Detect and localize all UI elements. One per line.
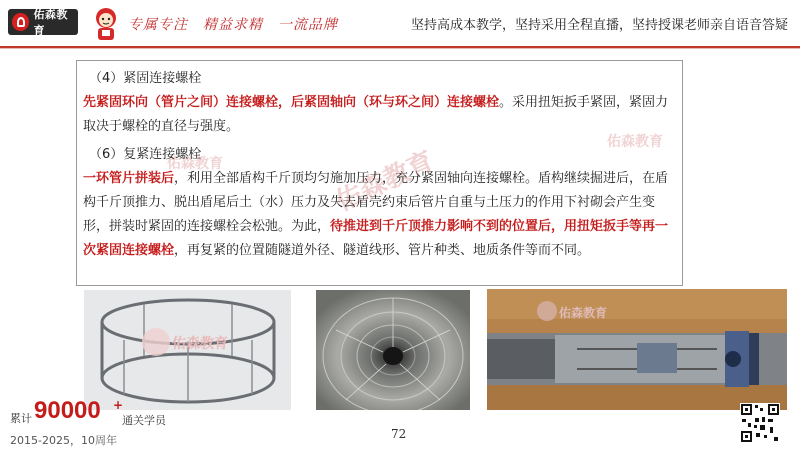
qr-code-icon (740, 403, 780, 443)
footer-lead: 累计 (10, 412, 32, 425)
footer-student-count: 90000 (34, 397, 101, 424)
section4-highlight-1: 先紧固环向（管片之间）连接螺栓 (83, 95, 279, 110)
image-watermark-2: 佑森教育 (559, 306, 608, 320)
footer-suffix: 通关学员 (122, 414, 166, 427)
section4-body (83, 91, 679, 139)
section4-sep: ， (278, 95, 292, 110)
section6-highlight-3: 用扭矩扳手等再一次紧固连接螺栓 (83, 219, 669, 258)
brand-logo (8, 9, 78, 35)
section4-rest: 。采用扭矩扳手紧固，紧固力取决于螺栓的直径与强度。 (83, 95, 669, 134)
section4-title: （4）紧固连接螺栓 (89, 71, 202, 86)
watermark-right: 佑森教育 (607, 134, 663, 150)
header-divider-thin (0, 48, 800, 49)
watermark: 佑森教育 (167, 156, 223, 172)
content-text (83, 67, 679, 263)
image-watermark: 佑森教育 (172, 336, 228, 352)
logo-icon (12, 13, 29, 31)
section6-highlight-2: 待推进到千斤顶推力影响不到的位置后 (330, 219, 552, 234)
section6-highlight-1: 一环管片拼装后 (83, 171, 175, 186)
logo-text: 佑森教育 (33, 8, 68, 37)
page-header (0, 0, 800, 48)
section6-sep: ， (551, 219, 565, 234)
page-number: 72 (391, 427, 407, 441)
content-box (76, 60, 683, 286)
watermark-large: 佑森教育 (331, 146, 439, 218)
tunnel-interior-image (316, 290, 470, 410)
section4-highlight-2: 后紧固轴向（环与环之间）连接螺栓 (291, 95, 500, 110)
section6-mid: ，利用全部盾构千斤顶均匀施加压力，充分紧固轴向连接螺栓。盾构继续掘进后，在盾构千斤顶推力、脱出盾尾后土（水）压力及失去盾壳约束后管片自重与土压力的作用下衬砌会产生变形，拼装时紧固的连接螺栓会松弛。为此， (83, 171, 669, 234)
mascot-icon (88, 4, 124, 42)
shield-machine-image (487, 289, 787, 410)
section6-rest: ，再复紧的位置随隧道外径、隧道线形、管片种类、地质条件等而不同。 (174, 243, 591, 258)
header-slogan: 坚持高成本教学，坚持采用全程直播，坚持授课老师亲自语音答疑 (410, 18, 788, 33)
hand-slogan: 专属专注 精益求精 一流品牌 (128, 17, 338, 33)
footer-plus: + (113, 398, 124, 412)
segment-ring-image (84, 290, 291, 410)
section6-title: （6）复紧连接螺栓 (89, 147, 202, 162)
section6-body (83, 167, 679, 263)
footer-years: 2015-2025，10周年 (10, 434, 117, 447)
